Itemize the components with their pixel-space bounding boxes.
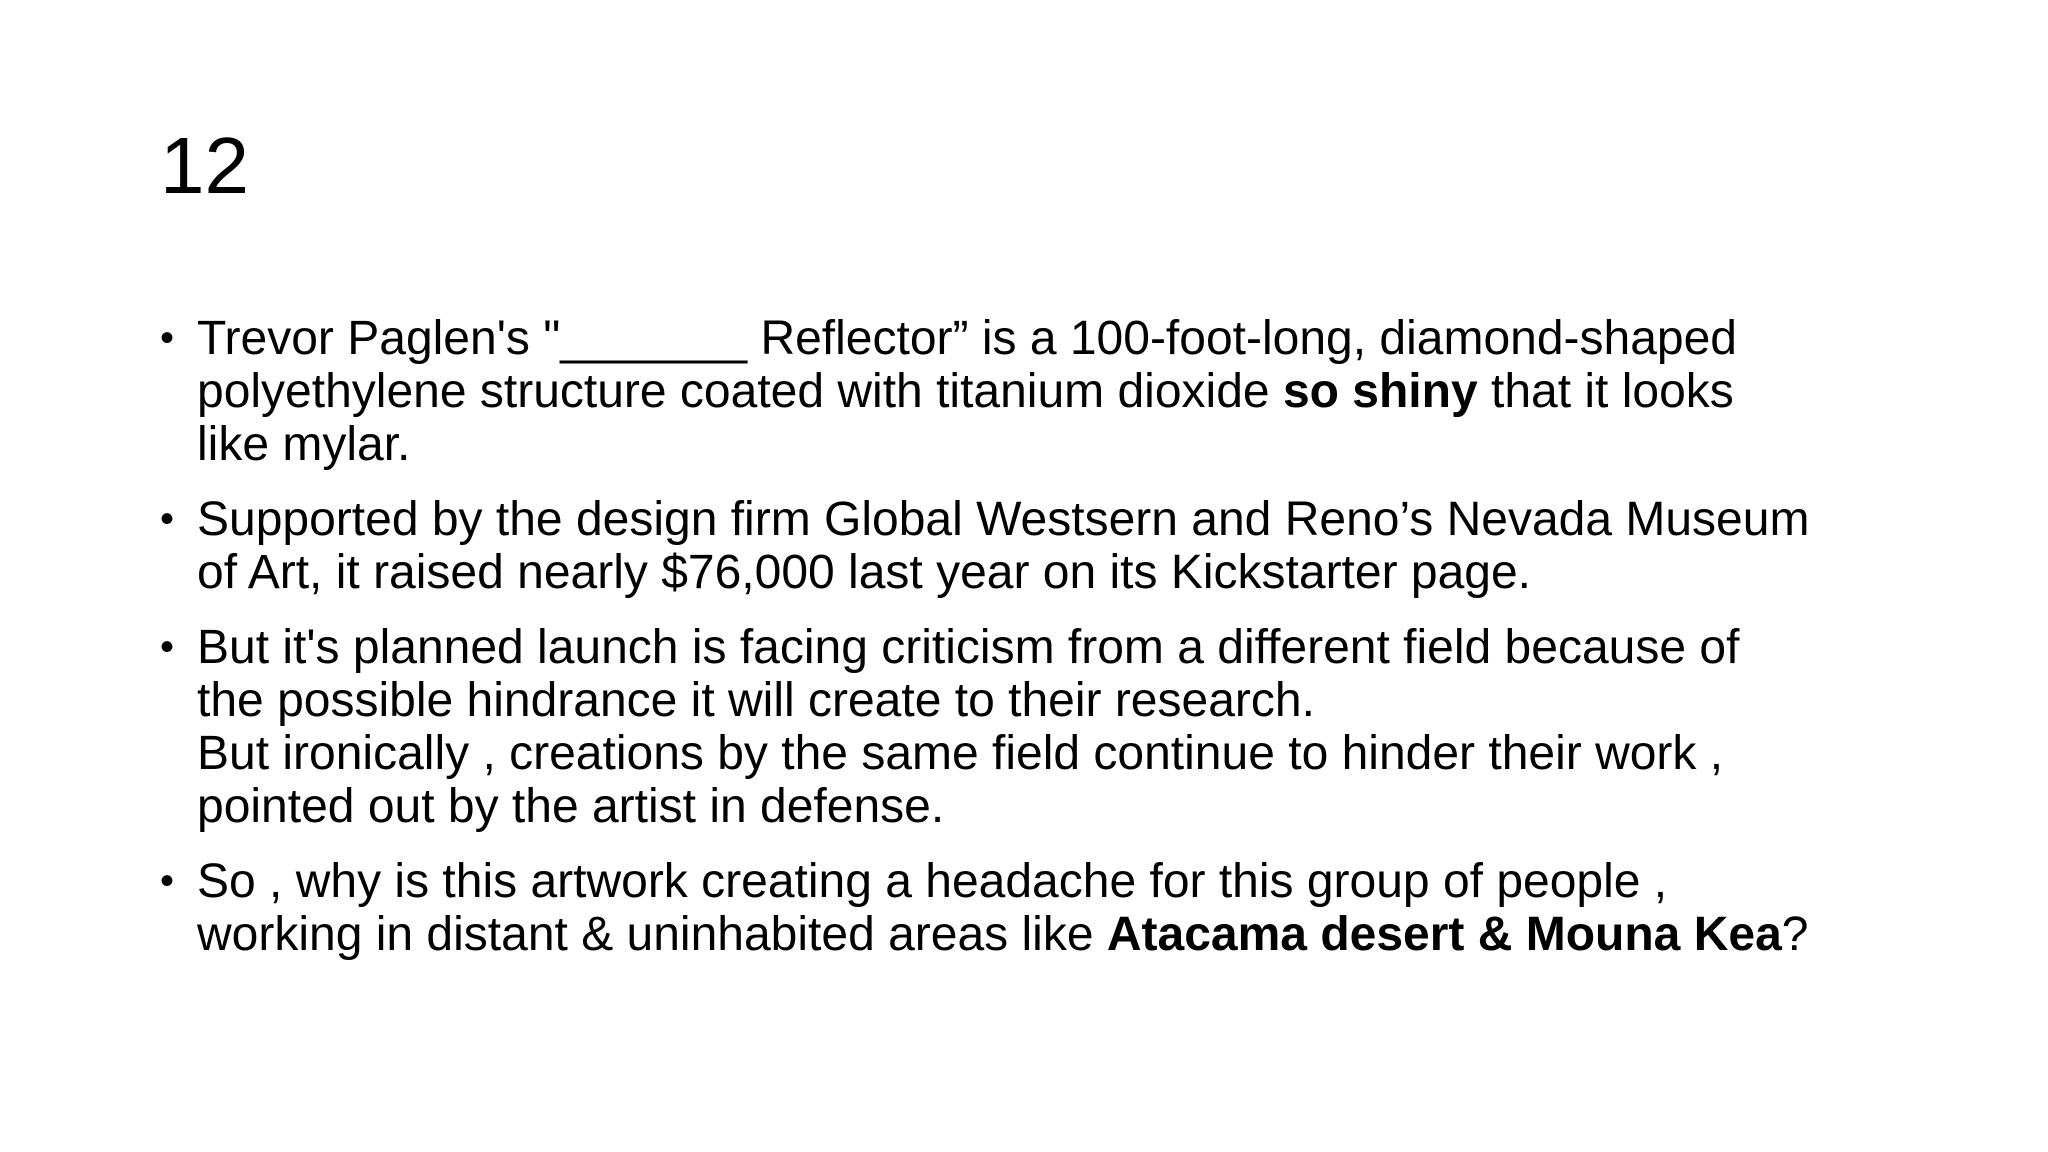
bullet-4-bold-text: Atacama desert & Mouna Kea [1106, 908, 1782, 961]
bullet-3-line-3: But ironically , creations by the same field continue to hinder their work , [197, 727, 1724, 780]
bullet-item-4 [160, 855, 1940, 961]
bullet-1-bold-text: so shiny [1282, 365, 1478, 418]
bullet-4-line-2 [197, 908, 1940, 961]
bullet-4-text-end: ? [1781, 908, 1809, 961]
bullet-dot-icon: • [160, 316, 175, 360]
bullet-item-2 [160, 493, 1940, 599]
bullet-dot-icon: • [160, 497, 175, 541]
bullet-list [160, 312, 1940, 983]
bullet-2-line-1: Supported by the design firm Global Westsern and Reno’s Nevada Museum [197, 493, 1810, 546]
bullet-item-1 [160, 312, 1940, 471]
bullet-3-line-2: the possible hindrance it will create to their research. [197, 674, 1315, 727]
bullet-4-line-1: So , why is this artwork creating a headache for this group of people , [197, 855, 1668, 908]
bullet-1-line-3: like mylar. [197, 418, 411, 471]
slide-title: 12 [160, 121, 249, 210]
bullet-dot-icon: • [160, 625, 175, 669]
bullet-1-line-2 [197, 365, 1940, 418]
bullet-item-3 [160, 621, 1940, 833]
bullet-2-line-2: of Art, it raised nearly $76,000 last year on its Kickstarter page. [197, 546, 1532, 599]
bullet-1-text: polyethylene structure coated with titanium dioxide [197, 365, 1283, 418]
bullet-1-text-end: that it looks [1477, 365, 1734, 418]
bullet-1-line-1: Trevor Paglen's "_______ Reflector” is a 100-foot-long, diamond-shaped [197, 312, 1737, 365]
bullet-3-line-4: pointed out by the artist in defense. [197, 780, 945, 833]
bullet-dot-icon: • [160, 859, 175, 903]
bullet-3-line-1: But it's planned launch is facing criticism from a different field because of [197, 621, 1740, 674]
bullet-4-text: working in distant & uninhabited areas like [197, 908, 1107, 961]
